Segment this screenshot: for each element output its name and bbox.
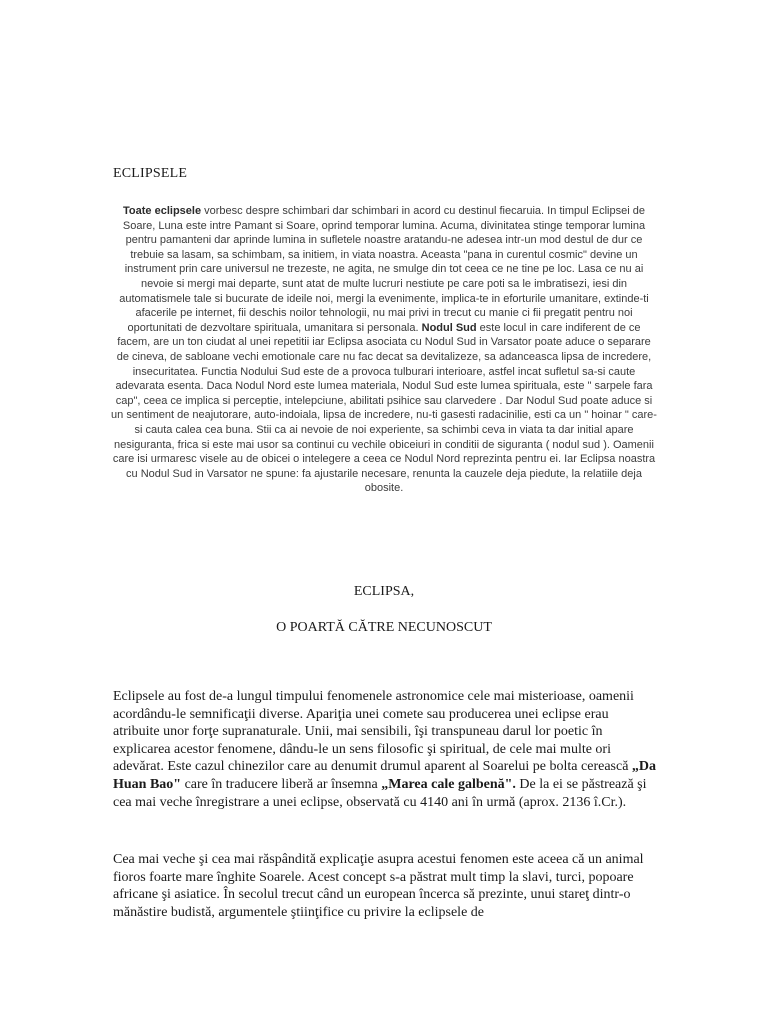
- paragraph-eclipsele-history: [113, 688, 658, 811]
- intro-lead-bold: Toate eclipsele: [123, 205, 202, 217]
- para1-part2: care în traducere liberă ar însemna: [181, 776, 382, 792]
- para1-bold-da-huan-bao: „Da Huan Bao": [113, 759, 657, 792]
- intro-text-part1: vorbesc despre schimbari dar schimbari in acord cu destinul fiecaruia. In timpul Eclipsei de Soare, Luna este intre Pamant si Soare, oprind temporar lumina. Acuma, divinitatea stinge temporar lumina pentru pamanteni dar aprinde lumina in sufletele noastre aratandu-ne adesea intr-un mod destul de dur ce trebuie sa lasam, sa schimbam, sa initiem, in viata noastra. Aceasta "pana in curentul cosmic" devine un instrument prin care universul ne trezeste, ne agita, ne smulge din tot ceea ce ne tine pe loc. Lasa ce nu ai nevoie si mergi mai departe, sunt atat de multe lucruri nestiute pe care poti sa le imbratisezi, iesi din automatismele tale si bucurate de ideile noi, mergi la evenimente, implica-te in eforturile umanitare, extinde-ti afacerile pe internet, fii deschis noilor tehnologii, nu mai privi in trecut cu manie ci fii pregatit pentru noi oportunitati de dezvoltare spirituala, umanitara si personala.: [119, 205, 649, 334]
- intro-text-part2: este locul in care indiferent de ce facem, are un ton ciudat al unei repetitii iar Eclipsa asociata cu Nodul Sud in Varsator poate aduce o separare de cineva, de sabloane vechi emotionale care nu fac decat sa devitalizeze, sa adanceasca lipsa de incredere, insecuritatea. Functia Nodului Sud este de a provoca tulburari interioare, astfel incat sufletul sa-si caute adevarata esenta. Daca Nodul Nord este lumea materiala, Nodul Sud este lumea spirituala, este " sarpele fara cap", ceea ce implica si perceptie, intelepciune, abilitati psihice sau clarvedere . Dar Nodul Sud poate aduce si un sentiment de neajutorare, auto-indoiala, lipsa de incredere, nu-ti gasesti radacinilie, esti ca un " hoinar " care-si cauta calea cea buna. Stii ca ai nevoie de noi experiente, sa schimbi ceva in viata ta dar initial apare nesiguranta, frica si este mai usor sa continui cu vechile obiceiuri in conditii de siguranta ( nodul sud ). Oamenii care isi urmaresc visele au de obicei o intelegere a ceea ce Nodul Nord reprezinta pentru ei. Iar Eclipsa noastra cu Nodul Sud in Varsator ne spune: fa ajustarile necesare, renunta la cauzele deja piedute, la relatiile deja obosite.: [111, 321, 657, 495]
- para1-part1: Eclipsele au fost de-a lungul timpului fenomenele astronomice cele mai misterioase, oamenii acordându-le semnificaţii diverse. Apariţia unei comete sau producerea unei eclipse erau atribuite unor forţe supranaturale. Unii, mai sensibili, îşi transpuneau darul lor poetic în explicarea acestor fenomene, dându-le un sens filosofic şi spiritual, de cele mai multe ori adevărat. Este cazul chinezilor care au denumit drumul aparent al Soarelui pe bolta cerească: [113, 689, 634, 775]
- paragraph-oldest-explanation: Cea mai veche şi cea mai răspândită explicaţie asupra acestui fenomen este aceea că un animal fioros foarte mare înghite Soarele. Acest concept s-a păstrat mult timp la slavi, turci, popoare africane şi asiatice. În secolul trecut când un european încerca să prezinte, unui stareţ dintr-o mănăstire budistă, argumentele ştiinţifice cu privire la eclipsele de: [113, 852, 644, 920]
- para1-part3: De la ei se păstrează şi cea mai veche înregistrare a unei eclipse, observată cu 4140 ani în urmă (aprox. 2136 î.Cr.).: [113, 776, 647, 810]
- heading-eclipsa: ECLIPSA,: [353, 584, 415, 599]
- heading-eclipsele: ECLIPSELE: [113, 166, 188, 181]
- para1-bold-marea-cale: „Marea cale galbenă".: [381, 776, 516, 792]
- heading-poarta: O POARTĂ CĂTRE NECUNOSCUT: [276, 620, 492, 635]
- intro-paragraph: [110, 204, 658, 496]
- intro-node-bold: Nodul Sud: [421, 321, 477, 334]
